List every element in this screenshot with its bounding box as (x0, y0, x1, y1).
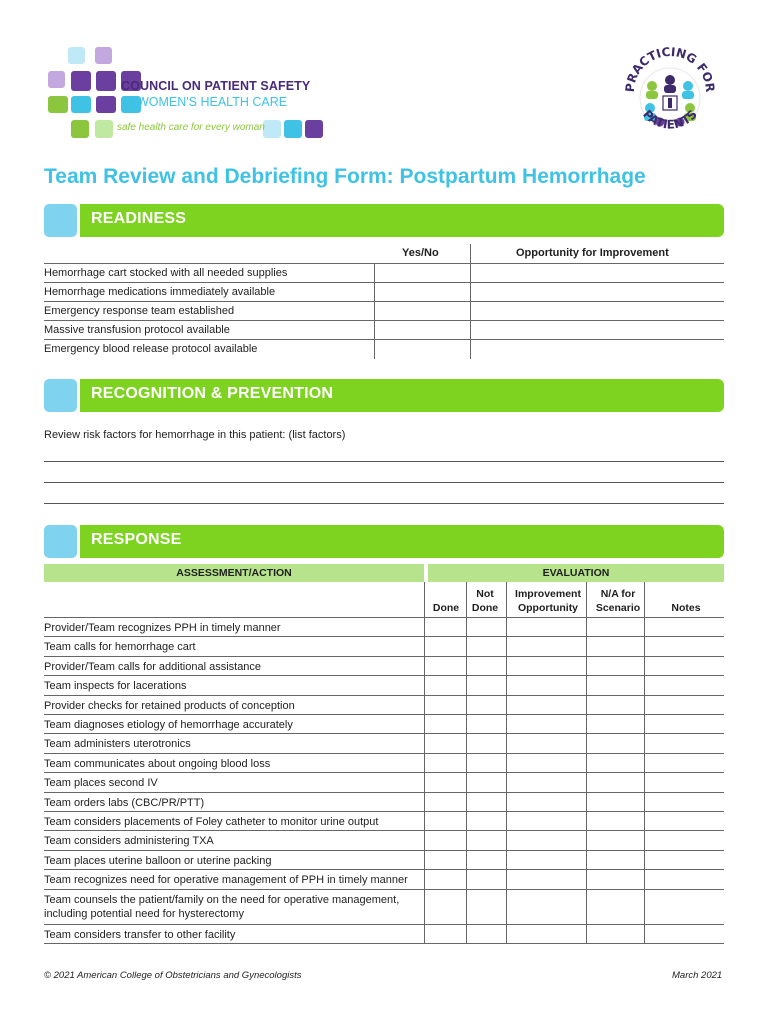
yes-no-cell[interactable] (374, 302, 470, 321)
not-done-cell[interactable] (466, 676, 506, 695)
na-cell[interactable] (586, 851, 644, 870)
table-row: Team recognizes need for operative management of PPH in timely manner (44, 870, 724, 889)
not-done-cell[interactable] (466, 831, 506, 850)
done-cell[interactable] (424, 925, 466, 944)
improvement-cell[interactable] (506, 812, 586, 831)
revision-date: March 2021 (672, 970, 723, 981)
done-cell[interactable] (424, 754, 466, 773)
not-done-cell[interactable] (466, 618, 506, 637)
improvement-cell[interactable] (506, 793, 586, 812)
opportunity-cell[interactable] (470, 321, 724, 340)
not-done-cell[interactable] (466, 715, 506, 734)
table-row: Team considers transfer to other facility (44, 925, 724, 944)
notes-cell[interactable] (644, 793, 724, 812)
not-done-cell[interactable] (466, 812, 506, 831)
na-cell[interactable] (586, 618, 644, 637)
na-cell[interactable] (586, 696, 644, 715)
improvement-cell[interactable] (506, 870, 586, 889)
improvement-cell[interactable] (506, 831, 586, 850)
opportunity-cell[interactable] (470, 340, 724, 359)
done-cell[interactable] (424, 637, 466, 656)
section-heading: RECOGNITION & PREVENTION (91, 385, 334, 402)
notes-cell[interactable] (644, 812, 724, 831)
section-heading: RESPONSE (91, 531, 182, 548)
table-row: Team counsels the patient/family on the need for operative management, including potential need for hysterectomy (44, 890, 724, 925)
done-cell[interactable] (424, 618, 466, 637)
not-done-cell[interactable] (466, 696, 506, 715)
yes-no-cell[interactable] (374, 321, 470, 340)
done-cell[interactable] (424, 734, 466, 753)
notes-cell[interactable] (644, 618, 724, 637)
improvement-cell[interactable] (506, 696, 586, 715)
table-row: Team diagnoses etiology of hemorrhage accurately (44, 715, 724, 734)
seal-icon (622, 36, 718, 144)
col-opportunity: Opportunity for Improvement (516, 247, 669, 259)
not-done-cell[interactable] (466, 851, 506, 870)
improvement-cell[interactable] (506, 773, 586, 792)
table-row: Hemorrhage medications immediately available (44, 283, 724, 302)
page-title: Team Review and Debriefing Form: Postpartum Hemorrhage (44, 165, 646, 188)
improvement-cell[interactable] (506, 734, 586, 753)
svg-text:PATIENTS: PATIENTS (640, 107, 700, 132)
col-done: Done (432, 602, 460, 614)
org-name-line1: COUNCIL ON PATIENT SAFETY (121, 79, 311, 93)
risk-factors-line[interactable] (44, 482, 724, 483)
section-recognition (44, 379, 724, 412)
done-cell[interactable] (424, 851, 466, 870)
notes-cell[interactable] (644, 890, 724, 925)
table-row: Team calls for hemorrhage cart (44, 637, 724, 656)
notes-cell[interactable] (644, 696, 724, 715)
done-cell[interactable] (424, 890, 466, 925)
not-done-cell[interactable] (466, 890, 506, 925)
done-cell[interactable] (424, 812, 466, 831)
yes-no-cell[interactable] (374, 264, 470, 283)
na-cell[interactable] (586, 715, 644, 734)
improvement-cell[interactable] (506, 618, 586, 637)
notes-cell[interactable] (644, 637, 724, 656)
col-improvement: Improvement Opportunity (515, 588, 581, 614)
section-tile-icon (44, 525, 77, 558)
risk-factors-line[interactable] (44, 461, 724, 462)
copyright: © 2021 American College of Obstetricians and Gynecologists (44, 970, 302, 981)
org-tagline: safe health care for every woman (117, 122, 265, 133)
not-done-cell[interactable] (466, 773, 506, 792)
na-cell[interactable] (586, 925, 644, 944)
table-row: Team places second IV (44, 773, 724, 792)
table-row: Provider/Team calls for additional assistance (44, 657, 724, 676)
improvement-cell[interactable] (506, 676, 586, 695)
evaluation-header: EVALUATION (428, 564, 724, 582)
table-row: Provider checks for retained products of conception (44, 696, 724, 715)
notes-cell[interactable] (644, 925, 724, 944)
risk-factors-line[interactable] (44, 503, 724, 504)
notes-cell[interactable] (644, 831, 724, 850)
notes-cell[interactable] (644, 773, 724, 792)
not-done-cell[interactable] (466, 734, 506, 753)
not-done-cell[interactable] (466, 870, 506, 889)
na-cell[interactable] (586, 754, 644, 773)
risk-factors-prompt: Review risk factors for hemorrhage in this patient: (list factors) (44, 429, 346, 441)
col-not-done: Not Done (471, 588, 499, 614)
table-row: Emergency response team established (44, 302, 724, 321)
org-name-line2: IN WOMEN'S HEALTH CARE (121, 95, 288, 109)
table-row: Team considers administering TXA (44, 831, 724, 850)
improvement-cell[interactable] (506, 637, 586, 656)
table-row: Team administers uterotronics (44, 734, 724, 753)
section-tile-icon (44, 379, 77, 412)
table-row: Team considers placements of Foley catheter to monitor urine output (44, 812, 724, 831)
improvement-cell[interactable] (506, 925, 586, 944)
na-cell[interactable] (586, 676, 644, 695)
na-cell[interactable] (586, 890, 644, 925)
not-done-cell[interactable] (466, 925, 506, 944)
table-row: Emergency blood release protocol available (44, 340, 724, 359)
done-cell[interactable] (424, 657, 466, 676)
yes-no-cell[interactable] (374, 283, 470, 302)
section-response (44, 525, 724, 558)
na-cell[interactable] (586, 812, 644, 831)
col-na: N/A for Scenario (595, 588, 641, 614)
not-done-cell[interactable] (466, 657, 506, 676)
na-cell[interactable] (586, 657, 644, 676)
notes-cell[interactable] (644, 734, 724, 753)
opportunity-cell[interactable] (470, 302, 724, 321)
notes-cell[interactable] (644, 754, 724, 773)
col-yes-no: Yes/No (402, 247, 439, 259)
svg-text:PRACTICING FOR: PRACTICING FOR (622, 44, 718, 93)
done-cell[interactable] (424, 773, 466, 792)
assessment-header: ASSESSMENT/ACTION (44, 564, 424, 582)
notes-cell[interactable] (644, 870, 724, 889)
na-cell[interactable] (586, 870, 644, 889)
notes-cell[interactable] (644, 657, 724, 676)
yes-no-cell[interactable] (374, 340, 470, 359)
improvement-cell[interactable] (506, 754, 586, 773)
table-row: Provider/Team recognizes PPH in timely manner (44, 618, 724, 637)
notes-cell[interactable] (644, 851, 724, 870)
table-row: Team inspects for lacerations (44, 676, 724, 695)
na-cell[interactable] (586, 734, 644, 753)
not-done-cell[interactable] (466, 793, 506, 812)
table-row: Massive transfusion protocol available (44, 321, 724, 340)
not-done-cell[interactable] (466, 637, 506, 656)
done-cell[interactable] (424, 696, 466, 715)
improvement-cell[interactable] (506, 657, 586, 676)
not-done-cell[interactable] (466, 754, 506, 773)
done-cell[interactable] (424, 676, 466, 695)
table-row: Team communicates about ongoing blood loss (44, 754, 724, 773)
readiness-header-row (44, 244, 724, 264)
opportunity-cell[interactable] (470, 283, 724, 302)
practicing-for-patients-seal (622, 36, 718, 144)
section-readiness (44, 204, 724, 237)
table-row: Team orders labs (CBC/PR/PTT) (44, 793, 724, 812)
notes-cell[interactable] (644, 676, 724, 695)
improvement-cell[interactable] (506, 851, 586, 870)
opportunity-cell[interactable] (470, 264, 724, 283)
done-cell[interactable] (424, 715, 466, 734)
section-tile-icon (44, 204, 77, 237)
table-row: Hemorrhage cart stocked with all needed supplies (44, 264, 724, 283)
section-heading: READINESS (91, 210, 187, 227)
na-cell[interactable] (586, 773, 644, 792)
notes-cell[interactable] (644, 715, 724, 734)
done-cell[interactable] (424, 870, 466, 889)
na-cell[interactable] (586, 831, 644, 850)
done-cell[interactable] (424, 831, 466, 850)
improvement-cell[interactable] (506, 890, 586, 925)
col-notes: Notes (671, 602, 701, 614)
done-cell[interactable] (424, 793, 466, 812)
table-row: Team places uterine balloon or uterine packing (44, 851, 724, 870)
na-cell[interactable] (586, 637, 644, 656)
improvement-cell[interactable] (506, 715, 586, 734)
na-cell[interactable] (586, 793, 644, 812)
